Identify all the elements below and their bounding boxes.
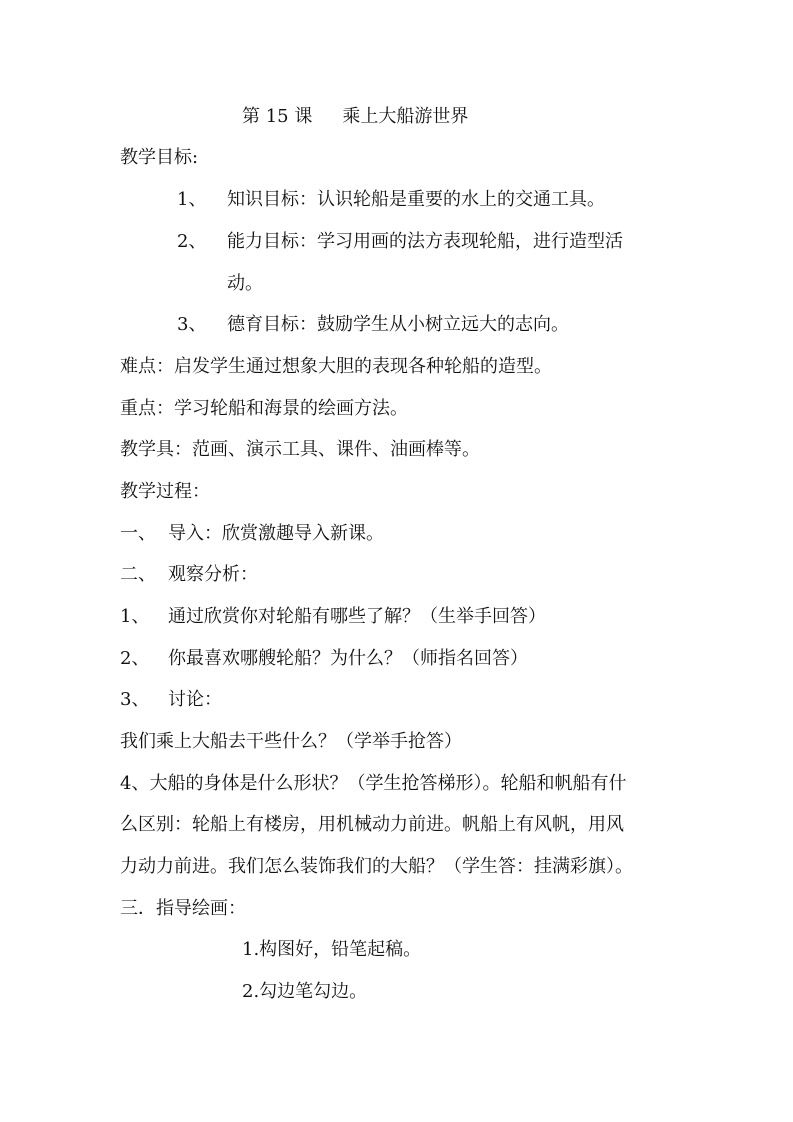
objective-number: 1、 <box>177 189 207 210</box>
guide-step: 2.勾边笔勾边。 <box>242 981 368 1002</box>
lesson-number: 第 15 课 <box>242 106 313 127</box>
objective-number: 3、 <box>177 314 207 335</box>
guide-step: 1.构图好，铅笔起稿。 <box>242 939 422 960</box>
key-point-line: 重点：学习轮船和海景的绘画方法。 <box>120 398 408 419</box>
objective-item <box>177 313 569 337</box>
question-number: 3、 <box>120 689 150 710</box>
objective-item <box>177 188 605 212</box>
guide-heading: 三．指导绘画： <box>120 898 246 919</box>
page-title <box>242 105 468 129</box>
section-text: 导入：欣赏激趣导入新课。 <box>168 523 384 544</box>
difficulty-line: 难点：启发学生通过想象大胆的表现各种轮船的造型。 <box>120 356 552 377</box>
question-four-line: 么区别：轮船上有楼房，用机械动力前进。帆船上有风帆，用风 <box>120 814 624 835</box>
section-text: 观察分析： <box>168 564 258 585</box>
question-item <box>120 647 528 671</box>
question-four-line: 力动力前进。我们怎么装饰我们的大船？（学生答：挂满彩旗）。 <box>120 856 633 877</box>
question-number: 1、 <box>120 606 150 627</box>
objective-item <box>177 230 623 254</box>
objective-text: 德育目标：鼓励学生从小树立远大的志向。 <box>227 314 569 335</box>
question-number: 2、 <box>120 648 150 669</box>
discussion-line: 我们乘上大船去干些什么？（学举手抢答） <box>120 731 462 752</box>
tools-line: 教学具：范画、演示工具、课件、油画棒等。 <box>120 439 480 460</box>
process-heading: 教学过程： <box>120 481 210 502</box>
section-number: 二、 <box>120 564 156 585</box>
question-text: 通过欣赏你对轮船有哪些了解？（生举手回答） <box>168 606 546 627</box>
process-section <box>120 563 258 587</box>
objective-text: 知识目标：认识轮船是重要的水上的交通工具。 <box>227 189 605 210</box>
question-text: 讨论： <box>168 689 222 710</box>
process-section <box>120 522 384 546</box>
objectives-heading: 教学目标: <box>120 147 199 168</box>
question-item <box>120 605 546 629</box>
lesson-name: 乘上大船游世界 <box>342 106 469 127</box>
question-text: 你最喜欢哪艘轮船？为什么？（师指名回答） <box>168 648 528 669</box>
objective-number: 2、 <box>177 231 207 252</box>
section-number: 一、 <box>120 523 156 544</box>
question-four-line: 4、大船的身体是什么形状？（学生抢答梯形）。轮船和帆船有什 <box>120 773 627 794</box>
question-item <box>120 688 222 712</box>
objective-text: 能力目标：学习用画的法方表现轮船，进行造型活 <box>227 231 623 252</box>
objective-continuation: 动。 <box>227 273 263 294</box>
